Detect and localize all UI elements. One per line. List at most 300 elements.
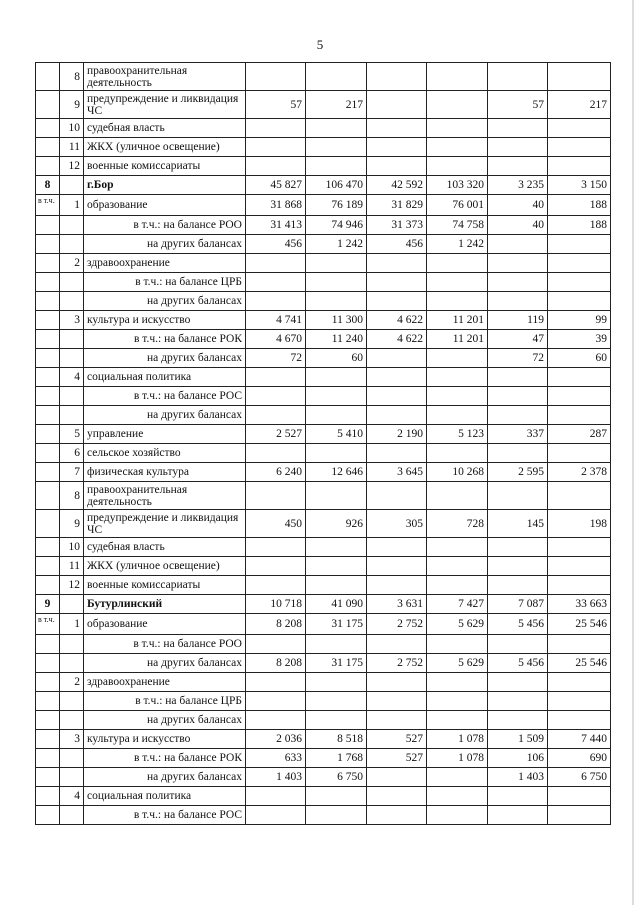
table-row [36, 368, 611, 387]
value-cell [306, 692, 367, 711]
sub-row [36, 273, 611, 292]
row-number-cell: в т.ч. [36, 195, 60, 216]
value-cell: 8 208 [246, 614, 306, 635]
value-cell: 6 240 [246, 463, 306, 482]
row-number-cell [36, 292, 60, 311]
value-cell: 456 [367, 235, 427, 254]
sub-row [36, 711, 611, 730]
table-row [36, 614, 611, 635]
value-cell [246, 787, 306, 806]
item-name-cell: в т.ч.: на балансе РОС [84, 806, 246, 825]
value-cell [246, 254, 306, 273]
value-cell: 2 752 [367, 654, 427, 673]
value-cell: 103 320 [427, 176, 488, 195]
value-cell: 1 509 [488, 730, 548, 749]
value-cell [427, 768, 488, 787]
row-number-cell [36, 444, 60, 463]
item-name-cell: культура и искусство [84, 311, 246, 330]
value-cell [367, 349, 427, 368]
sub-row [36, 768, 611, 787]
value-cell [246, 538, 306, 557]
table-row [36, 510, 611, 538]
value-cell [488, 273, 548, 292]
value-cell: 42 592 [367, 176, 427, 195]
value-cell [306, 635, 367, 654]
value-cell: 5 123 [427, 425, 488, 444]
sub-row [36, 292, 611, 311]
value-cell [427, 576, 488, 595]
value-cell [427, 254, 488, 273]
row-number-cell [36, 387, 60, 406]
row-number-cell [36, 806, 60, 825]
row-number-cell [36, 654, 60, 673]
item-name-cell: образование [84, 614, 246, 635]
value-cell: 72 [246, 349, 306, 368]
value-cell [367, 387, 427, 406]
item-name-cell: управление [84, 425, 246, 444]
value-cell [427, 292, 488, 311]
row-number-cell [36, 406, 60, 425]
item-name-cell: в т.ч.: на балансе РОК [84, 330, 246, 349]
value-cell [246, 673, 306, 692]
sub-row [36, 806, 611, 825]
row-number-cell [36, 216, 60, 235]
value-cell: 1 403 [488, 768, 548, 787]
value-cell [548, 635, 611, 654]
sub-row [36, 235, 611, 254]
value-cell [548, 557, 611, 576]
value-cell: 4 622 [367, 311, 427, 330]
value-cell: 926 [306, 510, 367, 538]
item-number-cell: 10 [60, 119, 84, 138]
item-number-cell [60, 768, 84, 787]
value-cell [548, 254, 611, 273]
value-cell: 31 413 [246, 216, 306, 235]
value-cell: 33 663 [548, 595, 611, 614]
value-cell: 99 [548, 311, 611, 330]
value-cell [367, 273, 427, 292]
value-cell [246, 576, 306, 595]
value-cell: 7 087 [488, 595, 548, 614]
value-cell [427, 635, 488, 654]
value-cell [306, 406, 367, 425]
value-cell: 527 [367, 730, 427, 749]
value-cell: 41 090 [306, 595, 367, 614]
value-cell [367, 406, 427, 425]
value-cell [548, 444, 611, 463]
item-number-cell [60, 635, 84, 654]
value-cell: 31 373 [367, 216, 427, 235]
table-row [36, 119, 611, 138]
item-name-cell: в т.ч.: на балансе ЦРБ [84, 692, 246, 711]
value-cell: 31 868 [246, 195, 306, 216]
table-row [36, 425, 611, 444]
value-cell: 10 718 [246, 595, 306, 614]
table-row [36, 254, 611, 273]
value-cell [548, 138, 611, 157]
value-cell [306, 368, 367, 387]
value-cell [488, 444, 548, 463]
row-number-cell [36, 311, 60, 330]
row-number-cell [36, 730, 60, 749]
row-number-cell [36, 273, 60, 292]
table-row [36, 673, 611, 692]
row-number-cell: 9 [36, 595, 60, 614]
value-cell [246, 406, 306, 425]
value-cell: 2 752 [367, 614, 427, 635]
value-cell: 76 189 [306, 195, 367, 216]
item-number-cell [60, 654, 84, 673]
item-number-cell [60, 349, 84, 368]
row-number-cell [36, 368, 60, 387]
value-cell [306, 292, 367, 311]
row-number-cell [36, 576, 60, 595]
table-row [36, 482, 611, 510]
item-number-cell [60, 330, 84, 349]
table-row [36, 538, 611, 557]
value-cell [367, 444, 427, 463]
value-cell [488, 576, 548, 595]
row-number-cell [36, 157, 60, 176]
value-cell: 6 750 [306, 768, 367, 787]
item-name-cell: правоохранительная деятельность [84, 63, 246, 91]
item-number-cell [60, 595, 84, 614]
value-cell [488, 119, 548, 138]
value-cell [367, 576, 427, 595]
value-cell: 119 [488, 311, 548, 330]
item-name-cell: судебная власть [84, 538, 246, 557]
value-cell [306, 157, 367, 176]
value-cell: 1 078 [427, 749, 488, 768]
item-name-cell: предупреждение и ликвидация ЧС [84, 91, 246, 119]
row-number-cell [36, 425, 60, 444]
value-cell [548, 368, 611, 387]
value-cell [427, 482, 488, 510]
value-cell [246, 635, 306, 654]
item-number-cell: 8 [60, 63, 84, 91]
value-cell: 8 208 [246, 654, 306, 673]
value-cell [306, 63, 367, 91]
value-cell [548, 119, 611, 138]
item-name-cell: на других балансах [84, 235, 246, 254]
value-cell [246, 692, 306, 711]
item-number-cell: 2 [60, 673, 84, 692]
value-cell: 45 827 [246, 176, 306, 195]
value-cell: 5 629 [427, 654, 488, 673]
value-cell: 2 190 [367, 425, 427, 444]
row-number-cell [36, 330, 60, 349]
value-cell [246, 292, 306, 311]
value-cell [488, 157, 548, 176]
item-name-cell: в т.ч.: на балансе ЦРБ [84, 273, 246, 292]
value-cell [246, 444, 306, 463]
value-cell [367, 292, 427, 311]
value-cell: 633 [246, 749, 306, 768]
value-cell: 5 629 [427, 614, 488, 635]
value-cell: 74 946 [306, 216, 367, 235]
value-cell: 2 378 [548, 463, 611, 482]
value-cell [488, 787, 548, 806]
value-cell: 11 201 [427, 311, 488, 330]
value-cell [488, 406, 548, 425]
value-cell [488, 387, 548, 406]
value-cell: 456 [246, 235, 306, 254]
item-name-cell: ЖКХ (уличное освещение) [84, 557, 246, 576]
row-number-cell [36, 768, 60, 787]
value-cell [488, 806, 548, 825]
value-cell: 106 470 [306, 176, 367, 195]
value-cell: 198 [548, 510, 611, 538]
value-cell [367, 711, 427, 730]
value-cell: 2 595 [488, 463, 548, 482]
item-number-cell: 9 [60, 510, 84, 538]
item-number-cell: 11 [60, 557, 84, 576]
sub-row [36, 654, 611, 673]
value-cell [427, 444, 488, 463]
value-cell: 60 [306, 349, 367, 368]
item-number-cell [60, 292, 84, 311]
value-cell: 188 [548, 195, 611, 216]
row-number-cell [36, 538, 60, 557]
value-cell: 527 [367, 749, 427, 768]
value-cell [488, 254, 548, 273]
value-cell [548, 406, 611, 425]
item-number-cell: 1 [60, 614, 84, 635]
value-cell [548, 482, 611, 510]
table-row [36, 444, 611, 463]
item-number-cell: 3 [60, 311, 84, 330]
value-cell: 11 240 [306, 330, 367, 349]
value-cell [246, 138, 306, 157]
value-cell: 3 631 [367, 595, 427, 614]
value-cell [367, 787, 427, 806]
item-name-cell: на других балансах [84, 768, 246, 787]
district-row [36, 595, 611, 614]
value-cell: 728 [427, 510, 488, 538]
value-cell [246, 557, 306, 576]
value-cell [367, 482, 427, 510]
value-cell [367, 538, 427, 557]
item-number-cell: 7 [60, 463, 84, 482]
value-cell: 57 [246, 91, 306, 119]
value-cell [548, 576, 611, 595]
value-cell [548, 538, 611, 557]
item-name-cell: здравоохранение [84, 673, 246, 692]
sub-row [36, 330, 611, 349]
table-row [36, 63, 611, 91]
value-cell [488, 368, 548, 387]
value-cell [306, 387, 367, 406]
row-number-cell [36, 673, 60, 692]
value-cell: 39 [548, 330, 611, 349]
row-number-cell [36, 119, 60, 138]
item-name-cell: правоохранительная деятельность [84, 482, 246, 510]
value-cell: 8 518 [306, 730, 367, 749]
row-number-cell [36, 138, 60, 157]
value-cell: 287 [548, 425, 611, 444]
item-number-cell: 1 [60, 195, 84, 216]
value-cell [246, 119, 306, 138]
value-cell [548, 806, 611, 825]
item-name-cell: образование [84, 195, 246, 216]
value-cell [367, 673, 427, 692]
value-cell: 74 758 [427, 216, 488, 235]
value-cell [427, 406, 488, 425]
value-cell [488, 482, 548, 510]
row-number-cell [36, 349, 60, 368]
value-cell [488, 711, 548, 730]
table-row [36, 463, 611, 482]
value-cell [427, 368, 488, 387]
item-number-cell: 12 [60, 576, 84, 595]
value-cell [427, 138, 488, 157]
value-cell [306, 482, 367, 510]
item-name-cell: на других балансах [84, 349, 246, 368]
sub-row [36, 387, 611, 406]
sub-row [36, 635, 611, 654]
budget-table [35, 62, 611, 825]
sub-row [36, 692, 611, 711]
row-number-cell [36, 63, 60, 91]
district-name-cell: Бутурлинский [84, 595, 246, 614]
value-cell: 3 235 [488, 176, 548, 195]
value-cell: 57 [488, 91, 548, 119]
value-cell: 76 001 [427, 195, 488, 216]
item-number-cell: 8 [60, 482, 84, 510]
value-cell [306, 138, 367, 157]
value-cell [246, 711, 306, 730]
value-cell [427, 349, 488, 368]
item-name-cell: ЖКХ (уличное освещение) [84, 138, 246, 157]
value-cell: 4 670 [246, 330, 306, 349]
item-name-cell: судебная власть [84, 119, 246, 138]
item-name-cell: предупреждение и ликвидация ЧС [84, 510, 246, 538]
value-cell: 31 175 [306, 614, 367, 635]
value-cell [548, 235, 611, 254]
table-row [36, 157, 611, 176]
row-number-cell [36, 91, 60, 119]
value-cell: 4 622 [367, 330, 427, 349]
table-row [36, 311, 611, 330]
value-cell [306, 576, 367, 595]
item-number-cell [60, 749, 84, 768]
value-cell [246, 387, 306, 406]
value-cell [367, 157, 427, 176]
value-cell: 10 268 [427, 463, 488, 482]
table-row [36, 195, 611, 216]
value-cell: 1 078 [427, 730, 488, 749]
item-number-cell [60, 235, 84, 254]
row-number-cell [36, 463, 60, 482]
value-cell [488, 63, 548, 91]
table-row [36, 787, 611, 806]
row-number-cell [36, 787, 60, 806]
item-name-cell: на других балансах [84, 654, 246, 673]
value-cell [427, 711, 488, 730]
value-cell [488, 692, 548, 711]
item-number-cell [60, 806, 84, 825]
item-number-cell [60, 406, 84, 425]
page-edge [632, 0, 634, 905]
value-cell: 1 403 [246, 768, 306, 787]
value-cell [548, 711, 611, 730]
row-number-cell [36, 235, 60, 254]
item-name-cell: в т.ч.: на балансе РОО [84, 635, 246, 654]
item-name-cell: культура и искусство [84, 730, 246, 749]
value-cell: 3 150 [548, 176, 611, 195]
value-cell [427, 273, 488, 292]
item-name-cell: сельское хозяйство [84, 444, 246, 463]
item-number-cell: 11 [60, 138, 84, 157]
value-cell [367, 768, 427, 787]
value-cell: 217 [548, 91, 611, 119]
item-name-cell: социальная политика [84, 787, 246, 806]
district-row [36, 176, 611, 195]
value-cell: 60 [548, 349, 611, 368]
sub-row [36, 749, 611, 768]
value-cell: 72 [488, 349, 548, 368]
item-name-cell: на других балансах [84, 406, 246, 425]
item-number-cell [60, 176, 84, 195]
value-cell: 2 036 [246, 730, 306, 749]
value-cell [548, 692, 611, 711]
value-cell: 5 456 [488, 654, 548, 673]
value-cell [488, 292, 548, 311]
value-cell [427, 787, 488, 806]
value-cell [488, 138, 548, 157]
value-cell [306, 538, 367, 557]
value-cell [427, 91, 488, 119]
value-cell: 337 [488, 425, 548, 444]
page-number: 5 [316, 37, 324, 52]
value-cell [367, 63, 427, 91]
item-number-cell [60, 692, 84, 711]
sub-row [36, 349, 611, 368]
value-cell [367, 91, 427, 119]
value-cell [367, 557, 427, 576]
value-cell: 11 300 [306, 311, 367, 330]
value-cell [548, 157, 611, 176]
value-cell: 5 410 [306, 425, 367, 444]
value-cell [367, 806, 427, 825]
item-name-cell: в т.ч.: на балансе РОО [84, 216, 246, 235]
value-cell: 450 [246, 510, 306, 538]
value-cell [367, 138, 427, 157]
value-cell [367, 119, 427, 138]
value-cell [548, 673, 611, 692]
row-number-cell [36, 635, 60, 654]
item-number-cell: 10 [60, 538, 84, 557]
value-cell: 31 829 [367, 195, 427, 216]
item-number-cell: 12 [60, 157, 84, 176]
value-cell [367, 692, 427, 711]
value-cell: 1 768 [306, 749, 367, 768]
item-number-cell [60, 711, 84, 730]
value-cell [427, 692, 488, 711]
sub-row [36, 216, 611, 235]
value-cell [427, 806, 488, 825]
value-cell [548, 387, 611, 406]
value-cell [488, 538, 548, 557]
table-row [36, 138, 611, 157]
value-cell: 11 201 [427, 330, 488, 349]
item-number-cell: 4 [60, 787, 84, 806]
value-cell: 4 741 [246, 311, 306, 330]
row-number-cell [36, 510, 60, 538]
value-cell: 40 [488, 216, 548, 235]
sub-row [36, 406, 611, 425]
table-row [36, 576, 611, 595]
